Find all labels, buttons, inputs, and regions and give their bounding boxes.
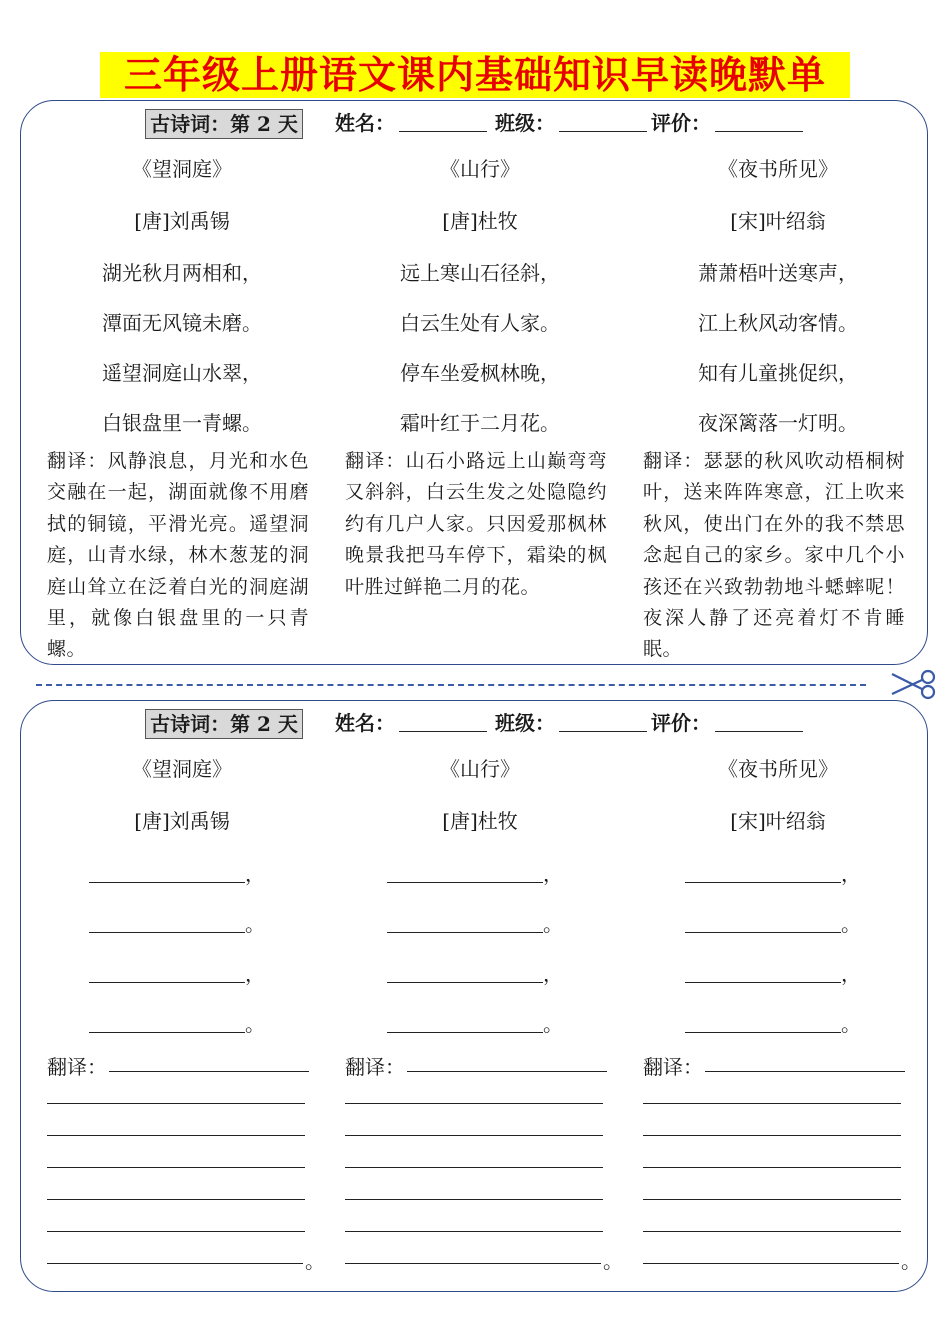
end-mark: 。 xyxy=(603,1249,623,1273)
poem-author: [唐]杜牧 xyxy=(442,809,518,833)
cut-line xyxy=(36,684,866,686)
answer-line[interactable] xyxy=(47,1231,305,1232)
poem-author: [宋]叶绍翁 xyxy=(730,209,826,233)
poem-translation: 翻译：风静浪息，月光和水色交融在一起，湖面就像不用磨拭的铜镜，平滑光亮。遥望洞庭，山青水绿，林木葱茏的洞庭山耸立在泛着白光的洞庭湖里，就像白银盘里的一只青螺。 xyxy=(47,450,309,661)
poem-title: 《山行》 xyxy=(440,157,520,181)
translation-label: 翻译： xyxy=(345,1055,405,1079)
name-field[interactable] xyxy=(335,109,487,137)
answer-line[interactable] xyxy=(345,1263,601,1264)
poem-title: 《山行》 xyxy=(440,757,520,781)
line-blank[interactable]: ， xyxy=(387,964,563,984)
line-blank[interactable]: 。 xyxy=(387,1014,563,1034)
poem-line: 江上秋风动客情。 xyxy=(698,311,858,335)
poem-author: [宋]叶绍翁 xyxy=(730,809,826,833)
poem-line: 远上寒山石径斜， xyxy=(400,261,560,285)
grade-label: 评价： xyxy=(651,111,711,135)
poem-line: 白银盘里一青螺。 xyxy=(102,411,262,435)
line-blank[interactable]: ， xyxy=(89,964,265,984)
class-label: 班级： xyxy=(495,111,555,135)
translation-field[interactable] xyxy=(47,1051,309,1080)
answer-line[interactable] xyxy=(345,1167,603,1168)
poem-line: 夜深篱落一灯明。 xyxy=(698,411,858,435)
end-mark: 。 xyxy=(901,1249,921,1273)
answer-line[interactable] xyxy=(47,1103,305,1104)
poem-author: [唐]杜牧 xyxy=(442,209,518,233)
dictation-column-1 xyxy=(47,701,325,1291)
day-badge: 古诗词：第 2 天 xyxy=(145,109,303,139)
answer-line[interactable] xyxy=(643,1135,901,1136)
poem-line: 白云生处有人家。 xyxy=(400,311,560,335)
poem-title: 《望洞庭》 xyxy=(132,757,232,781)
answer-line[interactable] xyxy=(345,1103,603,1104)
answer-line[interactable] xyxy=(345,1135,603,1136)
name-blank[interactable] xyxy=(399,109,487,132)
scissors-icon xyxy=(888,664,938,704)
translation-field[interactable] xyxy=(345,1051,607,1080)
line-blank[interactable]: 。 xyxy=(89,914,265,934)
poem-title: 《望洞庭》 xyxy=(132,157,232,181)
answer-line[interactable] xyxy=(643,1167,901,1168)
answer-line[interactable] xyxy=(47,1199,305,1200)
poem-line: 知有儿童挑促织， xyxy=(698,361,858,385)
grade-field[interactable] xyxy=(651,109,803,137)
dictation-card xyxy=(20,700,928,1292)
name-label: 姓名： xyxy=(335,111,395,135)
dictation-column-3 xyxy=(643,701,921,1291)
dictation-column-2 xyxy=(345,701,623,1291)
poem-line: 萧萧梧叶送寒声， xyxy=(698,261,858,285)
poem-title: 《夜书所见》 xyxy=(718,757,838,781)
line-blank[interactable]: 。 xyxy=(387,914,563,934)
poem-title: 《夜书所见》 xyxy=(718,157,838,181)
poem-line: 霜叶红于二月花。 xyxy=(400,411,560,435)
answer-line[interactable] xyxy=(345,1231,603,1232)
class-label: 班级： xyxy=(495,711,555,735)
grade-blank[interactable] xyxy=(715,109,803,132)
reading-card xyxy=(20,100,928,665)
end-mark: 。 xyxy=(305,1249,325,1273)
poem-author: [唐]刘禹锡 xyxy=(134,809,230,833)
page-title: 三年级上册语文课内基础知识早读晚默单 xyxy=(100,52,850,98)
day-badge: 古诗词：第 2 天 xyxy=(145,709,303,739)
poem-translation: 翻译：瑟瑟的秋风吹动梧桐树叶，送来阵阵寒意，江上吹来秋风，使出门在外的我不禁思念起自己的家乡。家中几个小孩还在兴致勃勃地斗蟋蟀呢！夜深人静了还亮着灯不肯睡眠。 xyxy=(643,450,905,661)
answer-line[interactable] xyxy=(643,1103,901,1104)
translation-label: 翻译： xyxy=(47,1055,107,1079)
line-blank[interactable]: 。 xyxy=(685,914,861,934)
answer-line[interactable] xyxy=(47,1135,305,1136)
translation-label: 翻译： xyxy=(643,1055,703,1079)
line-blank[interactable]: ， xyxy=(685,864,861,884)
translation-field[interactable] xyxy=(643,1051,905,1080)
answer-line[interactable] xyxy=(345,1199,603,1200)
name-label: 姓名： xyxy=(335,711,395,735)
class-blank[interactable] xyxy=(559,109,647,132)
poem-translation: 翻译：山石小路远上山巅弯弯又斜斜，白云生发之处隐隐约约有几户人家。只因爱那枫林晚景我把马车停下，霜染的枫叶胜过鲜艳二月的花。 xyxy=(345,450,607,598)
class-field[interactable] xyxy=(495,109,647,137)
poem-line: 湖光秋月两相和， xyxy=(102,261,262,285)
line-blank[interactable]: 。 xyxy=(89,1014,265,1034)
line-blank[interactable]: ， xyxy=(685,964,861,984)
answer-line[interactable] xyxy=(643,1199,901,1200)
answer-line[interactable] xyxy=(47,1263,303,1264)
poem-line: 遥望洞庭山水翠， xyxy=(102,361,262,385)
grade-label: 评价： xyxy=(651,711,711,735)
line-blank[interactable]: ， xyxy=(89,864,265,884)
answer-line[interactable] xyxy=(643,1263,899,1264)
answer-line[interactable] xyxy=(47,1167,305,1168)
answer-line[interactable] xyxy=(643,1231,901,1232)
poem-author: [唐]刘禹锡 xyxy=(134,209,230,233)
poem-line: 停车坐爱枫林晚， xyxy=(400,361,560,385)
line-blank[interactable]: 。 xyxy=(685,1014,861,1034)
poem-line: 潭面无风镜未磨。 xyxy=(102,311,262,335)
line-blank[interactable]: ， xyxy=(387,864,563,884)
